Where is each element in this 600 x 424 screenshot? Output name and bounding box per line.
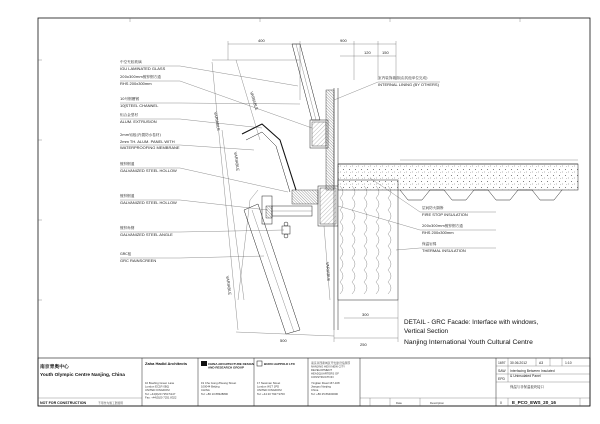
label-cn: 2mm铝板(内置防水卷材) <box>120 133 161 137</box>
client-name-cn: 南京河西新城区开发建设指挥部 <box>311 361 351 365</box>
sheet-size: A3 <box>539 361 544 365</box>
section-drawing <box>120 41 578 342</box>
title-block <box>38 358 590 406</box>
client-name: DEVELOPMENT <box>311 368 333 372</box>
architect-address: London EC1R 0BQ <box>145 384 169 389</box>
architect-tel: Tel: +44(0)20 7253 5147 <box>145 392 176 396</box>
dim-250: 250 <box>360 342 367 347</box>
dim-variable: VARIABLE <box>213 111 222 132</box>
status-label: NOT FOR CONSTRUCTION <box>40 401 87 405</box>
dim-400: 400 <box>258 38 265 43</box>
client-address: Yingtian Road 167-168 <box>311 381 340 385</box>
label-cn: 室内装饰墙面(由其他单位完成) <box>378 76 428 80</box>
architect-address: UNITED KINGDOM <box>145 388 170 392</box>
label-en: THERMAL INSULATION <box>422 248 466 253</box>
label-en: RHS 200x300mm <box>120 81 152 86</box>
dim-variable: VARIABLE <box>225 275 233 296</box>
dim-150: 150 <box>382 50 389 55</box>
cadg-logo <box>201 361 207 366</box>
label-cn: 保温岩棉 <box>422 242 437 246</box>
dim-variable: VARIABLE <box>325 261 332 282</box>
drawing-date: 30.06.2012 <box>510 361 527 365</box>
drawing-title: & Uninsulated Panel <box>510 374 541 378</box>
label-cn: 镀锌钢通 <box>120 162 135 166</box>
label-en: 10[STEEL CHANNEL <box>120 103 159 108</box>
client-name: NANJING HEXI NEW CITY <box>311 364 346 369</box>
architect-fax: Fax: +44(0)20 7251 8322 <box>145 395 177 400</box>
label-cn: GRC板 <box>120 252 132 256</box>
client-tel: Tel: +86 25 86400000 <box>311 392 338 396</box>
dim-500: 500 <box>280 338 287 343</box>
label-en: FIRE STOP INSULATION <box>422 212 468 217</box>
drawing-title: Interfacing Between Insulated <box>510 369 555 373</box>
dim-900: 900 <box>340 38 347 43</box>
dim-300: 300 <box>362 312 369 317</box>
label-en: GALVANIZED STEEL HOLLOW <box>120 200 177 205</box>
drawing-number: E_PCO_EWS_20_16 <box>512 400 556 405</box>
local-tel: Tel: +86 10 88328800 <box>201 392 228 396</box>
label-cn: 镀锌角钢 <box>120 226 135 230</box>
architect-name: Zaha Hadid Architects <box>145 361 188 366</box>
revision: 0 <box>500 401 502 405</box>
checked-by: EPD <box>498 377 505 381</box>
client-address: China <box>311 388 319 392</box>
client-address: Jiangsu Nanjing <box>311 384 331 389</box>
facade-address: London W1T 1PD <box>257 384 280 389</box>
label-cn: 中空夹胶玻璃 <box>120 60 142 64</box>
local-address: CHINA <box>201 388 210 392</box>
drawing-scale: 1:10 <box>565 361 572 365</box>
label-en: GRC RAINSCREEN <box>120 258 157 263</box>
job-number: 1697 <box>498 361 506 365</box>
architect-address: 10 Bowling Green Lane <box>145 381 175 385</box>
label-cn: 10号钢槽钢 <box>120 97 139 101</box>
project-name: Youth Olympic Centre Nanjing, China <box>40 373 125 378</box>
detail-caption <box>404 319 538 346</box>
buro-happold-logo <box>257 361 262 366</box>
label-cn: 200x300mm镀锌钢方通 <box>422 224 463 228</box>
label-en: GALVANIZED STEEL ANGLE <box>120 232 173 237</box>
project-name-cn: 南京青奥中心 <box>40 365 69 370</box>
label-cn: 200x300mm镀锌钢方通 <box>120 75 161 79</box>
label-cn: 层间防火隔断 <box>422 206 444 210</box>
label-en: RHS 200x300mm <box>422 230 454 235</box>
label-en: GALVANIZED STEEL HOLLOW <box>120 168 177 173</box>
local-address: 19 Che Gong Zhuang Street <box>201 381 237 385</box>
detail-title: DETAIL - GRC Facade: Interface with windows, <box>404 319 539 326</box>
facade-consultant: BURO HAPPOLD LTD <box>264 362 295 366</box>
drawn-by: SAW <box>498 369 506 373</box>
detail-subtitle: Vertical Section <box>404 328 449 335</box>
local-design-institute: AND RESEARCH GROUP <box>208 365 245 370</box>
status-label-cn: 不用作为施工图使用 <box>98 401 124 405</box>
dim-variable: VARIABLE <box>233 151 241 172</box>
detail-project: Nanjing International Youth Cultural Centre <box>404 339 533 346</box>
local-address: 100044 Beijing <box>201 384 220 389</box>
dim-variable: VARIABLE <box>249 90 260 111</box>
facade-address: UNITED KINGDOM <box>257 388 282 392</box>
left-labels <box>120 59 180 263</box>
col-description: Description <box>430 401 444 405</box>
label-en: 2mm TH. ALUM. PANEL WITH <box>120 139 175 144</box>
dim-120: 120 <box>364 50 371 55</box>
local-design-institute: CHINA ARCHITECTURE DESIGN <box>208 362 255 366</box>
facade-tel: Tel: +44 20 7927 9700 <box>257 392 285 396</box>
col-date: Date <box>396 401 402 405</box>
label-en: ALUM. EXTRUSION <box>120 119 157 124</box>
label-en: INTERNAL LINING (BY OTHERS) <box>378 82 439 87</box>
client-name: HEADQUARTERS OF <box>311 371 339 376</box>
label-en: IGU LAMINATED GLASS <box>120 66 166 71</box>
label-cn: 镀锌钢通 <box>120 194 135 198</box>
client-name: CONSTRUCTION <box>311 375 334 379</box>
facade-address: 17 Newman Street <box>257 381 281 385</box>
label-cn: 铝合金型材 <box>120 113 138 117</box>
drawing-title-cn: 保温与非保温板块接口 <box>510 385 544 389</box>
label-en: WATERPROOFING MEMBRANE <box>120 145 180 150</box>
